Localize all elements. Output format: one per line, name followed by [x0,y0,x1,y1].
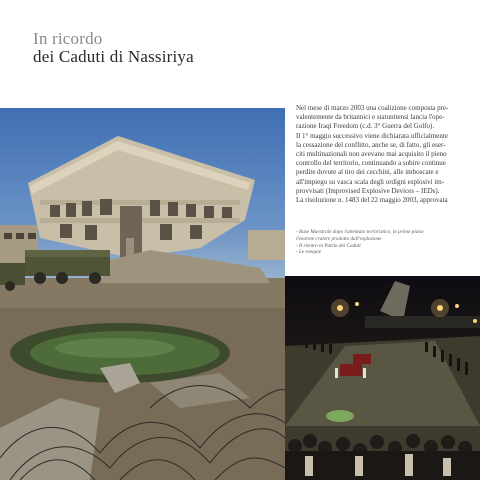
body-line: Nel mese di marzo 2003 una coalizione composta pre- [296,104,449,112]
photo-bombed-building [0,108,285,480]
body-line: all'impiego su vasca scala degli ordigni esplosivi im- [296,177,445,186]
caption-line: - Base Maestrale dopo l'attentato terroristico, in primo piano [296,229,424,235]
body-line: controllo del territorio, continuando a subire continue [296,159,446,168]
body-text [296,104,456,205]
body-line: valentemente da britannici e statunitensi lancia l'ope- [296,113,445,122]
body-line: perdite dovute al tiro dei cecchini, alle imboscate e [296,168,439,177]
photo-captions [296,229,466,256]
caption-line: - Le esequie [296,249,322,256]
caption-line: - Il rientro in Patria dei Caduti [296,242,361,249]
title-block [33,30,194,66]
body-line: La risoluzione n. 1483 del 22 maggio 2003, approvata [296,196,448,205]
photo-ceremony [285,276,480,480]
caption-line: l'enorme cratere prodotto dall'esplosione [296,235,382,242]
page-title-line-1: In ricordo [33,29,103,48]
body-line: citi multinazionali non avevano mai acquisito il pieno [296,150,447,159]
body-line: razione Iraqi Freedom (c.d. 3° Guerra del Golfo). [296,122,435,131]
photo-bombed-building-illustration [0,108,285,480]
body-line: Il 1° maggio successivo viene dichiarata ufficialmente [296,131,448,140]
page-title-line-2: dei Caduti di Nassiriya [33,47,194,66]
photo-ceremony-illustration [285,276,480,480]
body-line: provvisati (Improvised Explosive Devices – IEDs). [296,186,440,195]
body-line: la cessazione del conflitto, anche se, di fatto, gli eser- [296,140,446,149]
